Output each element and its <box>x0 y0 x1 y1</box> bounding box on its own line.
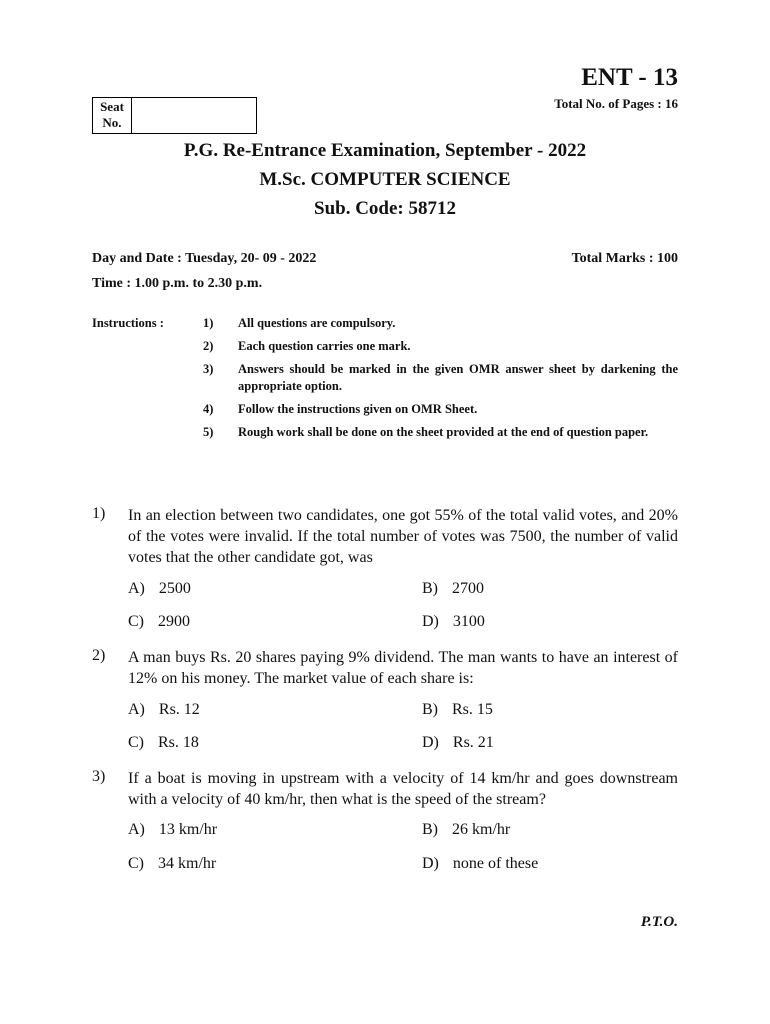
instruction-number: 4) <box>203 402 214 416</box>
seat-label-line1: Seat <box>100 99 124 114</box>
question-text: In an election between two candidates, one got 55% of the total valid votes, and 20% of the votes were invalid. If the total number of votes was 7500, the number of valid votes that the other candidate got, was <box>128 507 678 566</box>
option-d <box>422 734 494 752</box>
option-a <box>128 580 191 598</box>
option-b <box>422 580 484 598</box>
instruction-text: Rough work shall be done on the sheet provided at the end of question paper. <box>238 425 649 439</box>
exam-time: Time : 1.00 p.m. to 2.30 p.m. <box>92 276 263 291</box>
option-label: B) <box>422 821 438 838</box>
option-value: none of these <box>452 855 539 872</box>
option-label: B) <box>422 580 438 597</box>
option-label: A) <box>128 701 145 718</box>
question-number: 2) <box>92 647 106 664</box>
sub-code: Sub. Code: 58712 <box>314 198 456 219</box>
seat-number-field <box>132 98 256 133</box>
question-text: A man buys Rs. 20 shares paying 9% dividend. The man wants to have an interest of 12% on his money. The market value of each share is: <box>128 649 678 687</box>
option-label: D) <box>422 613 439 630</box>
question-text: If a boat is moving in upstream with a velocity of 14 km/hr and goes downstream with a velocity of 40 km/hr, then what is the speed of the stream? <box>128 770 678 808</box>
option-label: A) <box>128 580 145 597</box>
total-pages: Total No. of Pages : 16 <box>554 96 678 111</box>
option-d <box>422 613 485 631</box>
pto-note: P.T.O. <box>640 914 678 930</box>
option-b <box>422 701 493 719</box>
option-label: D) <box>422 734 439 751</box>
instruction-text: All questions are compulsory. <box>238 316 396 330</box>
option-a <box>128 821 217 839</box>
total-marks: Total Marks : 100 <box>571 251 678 266</box>
question-number: 1) <box>92 505 106 522</box>
paper-code: ENT - 13 <box>581 64 678 91</box>
option-value: 34 km/hr <box>158 855 217 872</box>
instruction-text: Answers should be marked in the given OMR answer sheet by darkening the appropriate option. <box>238 362 678 393</box>
option-a <box>128 701 200 719</box>
option-value: 3100 <box>452 613 485 630</box>
instruction-number: 1) <box>203 316 214 330</box>
instruction-number: 5) <box>203 425 214 439</box>
option-c <box>128 855 216 873</box>
instruction-text: Follow the instructions given on OMR Sheet. <box>238 402 478 416</box>
option-label: D) <box>422 855 439 872</box>
seat-number-box <box>92 97 257 134</box>
option-value: 26 km/hr <box>452 821 511 838</box>
option-label: B) <box>422 701 438 718</box>
day-and-date: Day and Date : Tuesday, 20- 09 - 2022 <box>92 251 317 266</box>
option-value: Rs. 15 <box>452 701 493 718</box>
option-value: Rs. 21 <box>452 734 494 751</box>
seat-number-label <box>93 98 132 133</box>
seat-label-line2: No. <box>102 115 122 130</box>
option-value: 13 km/hr <box>158 821 218 838</box>
option-b <box>422 821 510 839</box>
instruction-number: 2) <box>203 339 214 353</box>
option-d <box>422 855 538 873</box>
option-label: C) <box>128 734 144 751</box>
option-value: 2700 <box>452 580 484 597</box>
option-c <box>128 734 199 752</box>
instructions-label: Instructions : <box>92 316 164 330</box>
option-value: 2500 <box>158 580 191 597</box>
option-value: 2900 <box>158 613 190 630</box>
instruction-text: Each question carries one mark. <box>238 339 411 353</box>
option-value: Rs. 18 <box>158 734 199 751</box>
option-value: Rs. 12 <box>158 701 200 718</box>
subject-title: M.Sc. COMPUTER SCIENCE <box>259 169 511 190</box>
instruction-number: 3) <box>203 362 214 376</box>
question-number: 3) <box>92 768 106 785</box>
option-label: C) <box>128 613 144 630</box>
exam-title: P.G. Re-Entrance Examination, September - 2022 <box>183 140 587 161</box>
option-c <box>128 613 190 631</box>
option-label: A) <box>128 821 145 838</box>
option-label: C) <box>128 855 144 872</box>
